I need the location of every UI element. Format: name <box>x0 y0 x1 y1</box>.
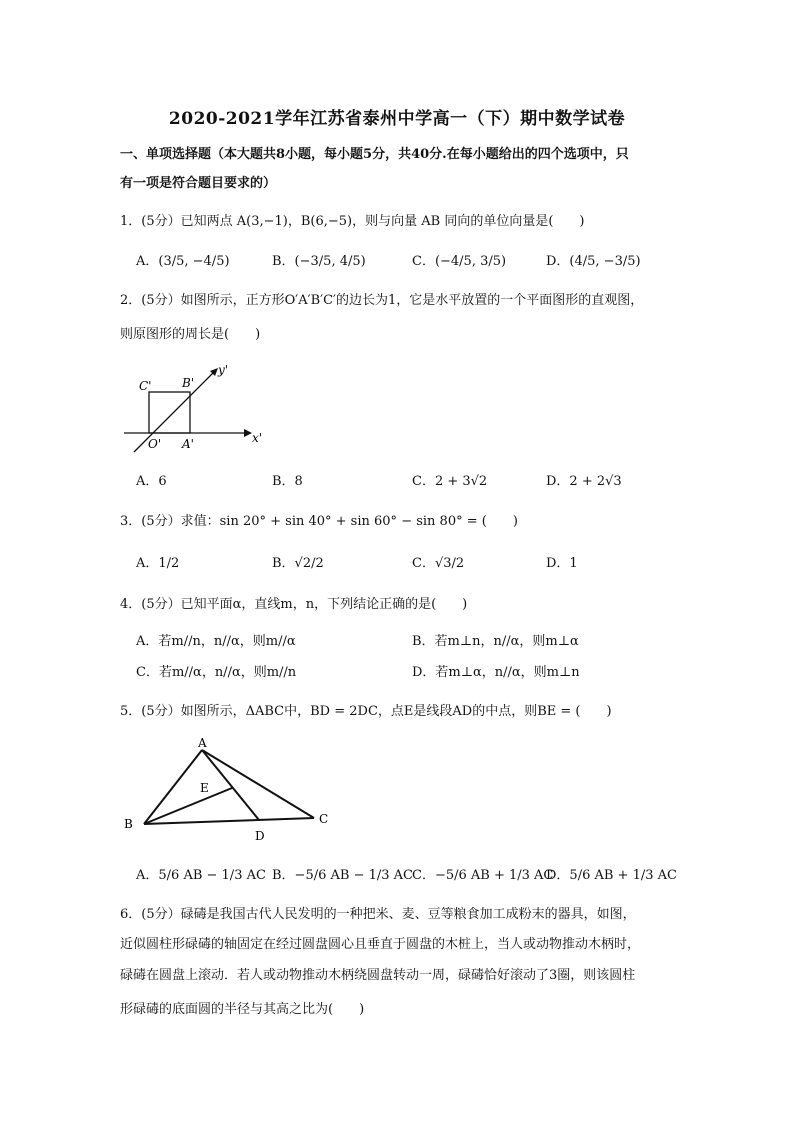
q4-option-d: D．若m⊥α，n//α，则m⊥n <box>412 665 580 680</box>
q1-option-d: D．(4/5, −3/5) <box>546 254 641 269</box>
q1-option-a: A．(3/5, −4/5) <box>136 254 230 269</box>
q2-label-c: C' <box>139 379 152 393</box>
q2-stem-line2: 则原图形的周长是( ) <box>120 327 261 342</box>
q2-option-d: D．2 + 2√3 <box>546 474 622 489</box>
q1-option-c: C．(−4/5, 3/5) <box>412 254 507 269</box>
q3-option-d: D．1 <box>546 556 578 571</box>
q5-label-b: B <box>124 817 133 831</box>
q5-option-c: C．−5/6 AB + 1/3 AC <box>412 868 554 883</box>
q5-option-d: D．5/6 AB + 1/3 AC <box>546 868 677 883</box>
q5-option-a: A．5/6 AB − 1/3 AC <box>136 868 266 883</box>
q2-label-b: B' <box>182 376 195 390</box>
q5-segment-ad <box>202 750 259 820</box>
q3-stem: 3．(5分）求值：sin 20° + sin 40° + sin 60° − sin 80° = ( ) <box>120 514 518 529</box>
q2-square <box>149 392 190 433</box>
q2-x-arrow <box>244 429 252 437</box>
q1-stem: 1．(5分）已知两点 A(3,−1)，B(6,−5)，则与向量 AB 同向的单位向量是( ) <box>120 214 585 229</box>
q5-option-b: B．−5/6 AB − 1/3 AC <box>272 868 413 883</box>
q2-option-a: A．6 <box>136 474 167 489</box>
q6-line3: 碌碡在圆盘上滚动．若人或动物推动木柄绕圆盘转动一周，碌碡恰好滚动了3圈，则该圆柱 <box>120 968 636 983</box>
q6-line4: 形碌碡的底面圆的半径与其高之比为( ) <box>120 1002 365 1017</box>
q4-option-a: A．若m//n，n//α，则m//α <box>136 634 296 649</box>
q6-line1: 6．(5分）碌碡是我国古代人民发明的一种把米、麦、豆等粮食加工成粉末的器具，如图， <box>120 907 636 922</box>
q5-side-ac <box>202 750 314 818</box>
q5-label-d: D <box>255 829 265 843</box>
q6-line2: 近似圆柱形碌碡的轴固定在经过圆盘圆心且垂直于圆盘的木桩上，当人或动物推动木柄时， <box>120 937 641 952</box>
q5-label-e: E <box>200 781 209 795</box>
q3-option-a: A．1/2 <box>136 556 180 571</box>
section-heading-line1: 一、单项选择题（本大题共8小题，每小题5分，共40分.在每小题给出的四个选项中，只 <box>120 147 629 162</box>
q5-label-c: C <box>319 812 329 826</box>
q3-option-c: C．√3/2 <box>412 556 465 571</box>
q2-label-o: O' <box>148 437 162 451</box>
q3-option-b: B．√2/2 <box>272 556 324 571</box>
q2-stem-line1: 2．(5分）如图所示，正方形O′A′B′C′的边长为1，它是水平放置的一个平面图形的直观图， <box>120 293 644 308</box>
q5-side-bc <box>144 818 314 824</box>
q2-option-b: B．8 <box>272 474 303 489</box>
q2-label-a: A' <box>182 437 194 451</box>
q5-label-a: A <box>198 736 207 750</box>
q1-option-b: B．(−3/5, 4/5) <box>272 254 366 269</box>
q2-figure <box>120 360 270 455</box>
q5-stem: 5．(5分）如图所示，ΔABC中，BD = 2DC，点E是线段AD的中点，则BE = ( ) <box>120 704 612 719</box>
q5-figure <box>118 736 338 848</box>
q2-label-y: y' <box>218 363 229 377</box>
page-title: 2020-2021学年江苏省泰州中学高一（下）期中数学试卷 <box>168 109 626 129</box>
q4-stem: 4．(5分）已知平面α，直线m，n，下列结论正确的是( ) <box>120 597 468 612</box>
q2-label-x: x' <box>252 431 263 445</box>
q4-option-c: C．若m//α，n//α，则m//n <box>136 665 297 680</box>
section-heading-line2: 有一项是符合题目要求的） <box>120 176 277 191</box>
q4-option-b: B．若m⊥n，n//α，则m⊥α <box>412 634 579 649</box>
q2-option-c: C．2 + 3√2 <box>412 474 488 489</box>
